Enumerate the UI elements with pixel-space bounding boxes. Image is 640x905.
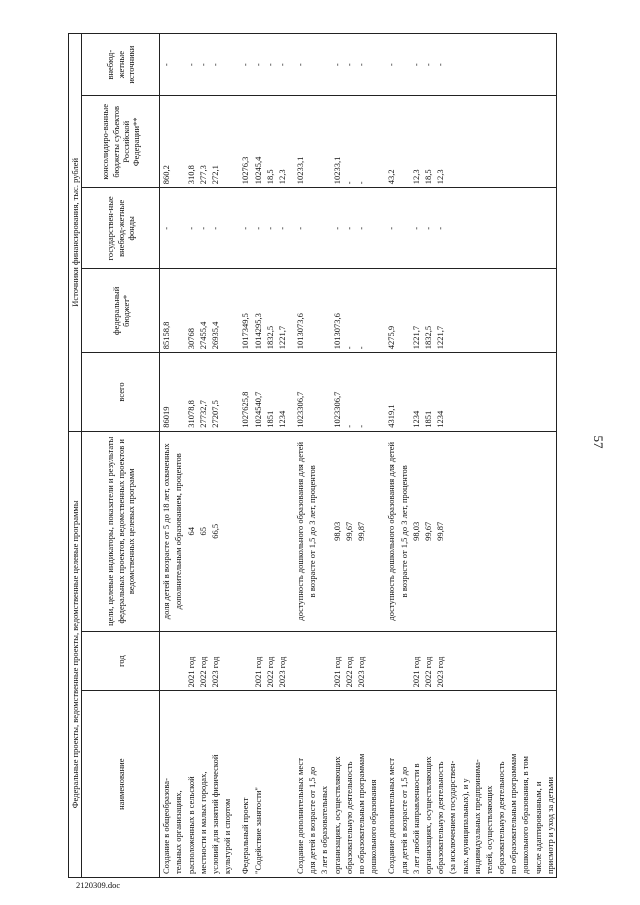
cell-target: [495, 431, 507, 631]
cell-external: -: [343, 34, 355, 96]
cell-external: [318, 34, 330, 96]
cell-target: [318, 431, 330, 631]
cell-state-funds: -: [160, 188, 173, 269]
cell-name: местности и малых городах,: [197, 691, 209, 878]
table-row: [294, 34, 306, 878]
cell-target: 98,03: [331, 431, 343, 631]
cell-total: -: [343, 353, 355, 431]
table-row: [367, 34, 379, 878]
cell-year: [367, 631, 379, 691]
cell-state-funds: [532, 188, 544, 269]
cell-regional: [483, 96, 495, 188]
cell-total: 1851: [422, 353, 434, 431]
cell-federal: [483, 269, 495, 353]
cell-state-funds: [483, 188, 495, 269]
cell-federal: 26935,4: [209, 269, 221, 353]
cell-regional: [367, 96, 379, 188]
cell-target: доля детей в возрасте от 5 до 18 лет, охваченных: [160, 431, 173, 631]
cell-external: -: [294, 34, 306, 96]
table-row: [519, 34, 531, 878]
cell-total: [544, 353, 557, 431]
cell-federal: 1017349,5: [239, 269, 251, 353]
cell-state-funds: [544, 188, 557, 269]
cell-year: 2022 год: [197, 631, 209, 691]
cell-state-funds: [459, 188, 471, 269]
cell-external: -: [385, 34, 397, 96]
cell-target: 66,5: [209, 431, 221, 631]
cell-target: [446, 431, 458, 631]
cell-external: [483, 34, 495, 96]
cell-name: организациях, осуществляющих: [331, 691, 343, 878]
cell-regional: 12,3: [434, 96, 446, 188]
cell-year: [507, 631, 519, 691]
cell-target: 99,67: [422, 431, 434, 631]
cell-year: 2021 год: [331, 631, 343, 691]
cell-name: Федеральный проект: [239, 691, 251, 878]
cell-external: [532, 34, 544, 96]
rotated-page-content: [68, 33, 573, 878]
cell-name: [276, 691, 288, 878]
cell-total: [471, 353, 483, 431]
cell-state-funds: [471, 188, 483, 269]
cell-year: [318, 631, 330, 691]
cell-external: -: [276, 34, 288, 96]
table-body: [160, 34, 557, 878]
cell-external: -: [252, 34, 264, 96]
cell-regional: 310,8: [185, 96, 197, 188]
cell-total: 31078,8: [185, 353, 197, 431]
cell-federal: 1832,5: [264, 269, 276, 353]
cell-total: 1023306,7: [331, 353, 343, 431]
cell-target: 65: [197, 431, 209, 631]
cell-regional: 860,2: [160, 96, 173, 188]
cell-target: доступность дошкольного образования для детей: [385, 431, 397, 631]
cell-year: 2023 год: [355, 631, 367, 691]
cell-target: [483, 431, 495, 631]
cell-state-funds: [367, 188, 379, 269]
table-row: [471, 34, 483, 878]
cell-state-funds: [172, 188, 184, 269]
cell-external: -: [355, 34, 367, 96]
cell-state-funds: -: [385, 188, 397, 269]
header-regional: консолидиро-ванные бюджеты субъектов Российской Федерации**: [82, 96, 160, 188]
cell-federal: 27455,4: [197, 269, 209, 353]
header-federal: федеральный бюджет*: [82, 269, 160, 353]
cell-total: 1234: [276, 353, 288, 431]
cell-target: в возрасте от 1,5 до 3 лет, процентов: [398, 431, 410, 631]
cell-state-funds: [398, 188, 410, 269]
cell-external: [471, 34, 483, 96]
table-row: [483, 34, 495, 878]
cell-total: 1024540,7: [252, 353, 264, 431]
cell-regional: [471, 96, 483, 188]
cell-regional: 10233,1: [294, 96, 306, 188]
cell-federal: [172, 269, 184, 353]
cell-name: индивидуальных предпринима-: [471, 691, 483, 878]
cell-target: 99,67: [343, 431, 355, 631]
cell-name: телей, осуществляющих: [483, 691, 495, 878]
cell-name: организациях, осуществляющих: [422, 691, 434, 878]
cell-year: 2022 год: [264, 631, 276, 691]
cell-federal: [306, 269, 318, 353]
cell-name: ных, муниципальных), и у: [459, 691, 471, 878]
table-row: [532, 34, 544, 878]
header-external: внебюд-жетные источники: [82, 34, 160, 96]
cell-year: [398, 631, 410, 691]
cell-total: 1851: [264, 353, 276, 431]
cell-target: 99,87: [434, 431, 446, 631]
table-row: [410, 34, 422, 878]
cell-external: -: [422, 34, 434, 96]
table-row: [343, 34, 355, 878]
cell-regional: [306, 96, 318, 188]
cell-state-funds: -: [252, 188, 264, 269]
page-number: 57: [591, 435, 606, 449]
cell-state-funds: -: [239, 188, 251, 269]
cell-target: [459, 431, 471, 631]
cell-external: [398, 34, 410, 96]
cell-regional: 10245,4: [252, 96, 264, 188]
cell-name: присмотр и уход за детьми: [544, 691, 557, 878]
table-row: [398, 34, 410, 878]
cell-state-funds: -: [294, 188, 306, 269]
table-row: [434, 34, 446, 878]
cell-name: числе адаптированным, и: [532, 691, 544, 878]
cell-year: [294, 631, 306, 691]
cell-total: 27732,7: [197, 353, 209, 431]
cell-federal: 4275,9: [385, 269, 397, 353]
cell-year: [239, 631, 251, 691]
cell-state-funds: [318, 188, 330, 269]
cell-federal: 1221,7: [434, 269, 446, 353]
cell-federal: 1221,7: [276, 269, 288, 353]
cell-target: [264, 431, 276, 631]
cell-federal: [446, 269, 458, 353]
cell-federal: 1014295,3: [252, 269, 264, 353]
table-row: [239, 34, 251, 878]
cell-federal: [471, 269, 483, 353]
table-row: [446, 34, 458, 878]
table-row: [252, 34, 264, 878]
cell-total: [483, 353, 495, 431]
cell-state-funds: [306, 188, 318, 269]
header-year: год: [82, 631, 160, 691]
cell-name: Создание дополнительных мест: [385, 691, 397, 878]
cell-state-funds: -: [331, 188, 343, 269]
cell-year: 2023 год: [209, 631, 221, 691]
cell-total: 1027625,8: [239, 353, 251, 431]
cell-federal: 85158,8: [160, 269, 173, 353]
cell-external: -: [209, 34, 221, 96]
table-row: [185, 34, 197, 878]
cell-year: 2023 год: [276, 631, 288, 691]
cell-total: 4319,1: [385, 353, 397, 431]
cell-state-funds: [519, 188, 531, 269]
cell-state-funds: -: [343, 188, 355, 269]
cell-state-funds: -: [185, 188, 197, 269]
cell-external: [367, 34, 379, 96]
cell-federal: [221, 269, 233, 353]
cell-total: [318, 353, 330, 431]
cell-name: для детей в возрасте от 1,5 до: [306, 691, 318, 878]
funding-group-header: Источники финансирования, тыс. рублей: [69, 34, 82, 432]
cell-external: -: [160, 34, 173, 96]
table-row: [331, 34, 343, 878]
cell-state-funds: -: [276, 188, 288, 269]
cell-name: условий для занятий физической: [209, 691, 221, 878]
cell-total: [446, 353, 458, 431]
cell-year: 2022 год: [422, 631, 434, 691]
cell-external: [446, 34, 458, 96]
cell-year: [221, 631, 233, 691]
cell-external: [306, 34, 318, 96]
cell-federal: [544, 269, 557, 353]
cell-target: доступность дошкольного образования для детей: [294, 431, 306, 631]
cell-external: -: [197, 34, 209, 96]
cell-total: 1234: [410, 353, 422, 431]
cell-target: 99,87: [355, 431, 367, 631]
cell-target: в возрасте от 1,5 до 3 лет, процентов: [306, 431, 318, 631]
cell-federal: [507, 269, 519, 353]
cell-federal: [519, 269, 531, 353]
cell-state-funds: -: [264, 188, 276, 269]
table-row: [209, 34, 221, 878]
cell-name: по образовательным программам: [507, 691, 519, 878]
table-row: [385, 34, 397, 878]
cell-year: [519, 631, 531, 691]
cell-external: -: [410, 34, 422, 96]
cell-regional: 12,3: [410, 96, 422, 188]
cell-federal: [459, 269, 471, 353]
cell-name: образовательную деятельность: [343, 691, 355, 878]
cell-regional: 272,1: [209, 96, 221, 188]
funding-table: [68, 33, 557, 878]
cell-year: [306, 631, 318, 691]
cell-total: [172, 353, 184, 431]
cell-year: 2021 год: [252, 631, 264, 691]
cell-external: [459, 34, 471, 96]
cell-year: [172, 631, 184, 691]
cell-state-funds: [495, 188, 507, 269]
cell-year: 2023 год: [434, 631, 446, 691]
header-name: наименование: [82, 691, 160, 878]
cell-external: -: [239, 34, 251, 96]
cell-external: -: [434, 34, 446, 96]
table-row: [221, 34, 233, 878]
cell-total: 1234: [434, 353, 446, 431]
footer-filename: 2120309.doc: [76, 880, 121, 890]
table-row: [306, 34, 318, 878]
cell-name: Создание в общеобразова-: [160, 691, 173, 878]
cell-regional: 10276,3: [239, 96, 251, 188]
cell-regional: 43,2: [385, 96, 397, 188]
header-state-funds: государствен-ные внебюд-жетные фонды: [82, 188, 160, 269]
cell-state-funds: -: [422, 188, 434, 269]
cell-target: [532, 431, 544, 631]
cell-total: 86019: [160, 353, 173, 431]
cell-regional: [507, 96, 519, 188]
cell-regional: [544, 96, 557, 188]
cell-regional: [459, 96, 471, 188]
cell-name: образовательную деятельность: [434, 691, 446, 878]
cell-target: [471, 431, 483, 631]
cell-external: [172, 34, 184, 96]
cell-total: [221, 353, 233, 431]
cell-federal: 1013073,6: [294, 269, 306, 353]
cell-external: -: [264, 34, 276, 96]
cell-year: [459, 631, 471, 691]
cell-regional: 18,5: [264, 96, 276, 188]
cell-state-funds: -: [434, 188, 446, 269]
cell-regional: 12,3: [276, 96, 288, 188]
cell-target: [519, 431, 531, 631]
cell-year: [532, 631, 544, 691]
cell-target: дополнительным образованием, процентов: [172, 431, 184, 631]
cell-regional: -: [355, 96, 367, 188]
cell-regional: [172, 96, 184, 188]
cell-total: 27207,5: [209, 353, 221, 431]
cell-total: [459, 353, 471, 431]
cell-regional: -: [343, 96, 355, 188]
cell-year: [385, 631, 397, 691]
cell-regional: [519, 96, 531, 188]
cell-target: [221, 431, 233, 631]
cell-state-funds: [507, 188, 519, 269]
cell-total: [398, 353, 410, 431]
cell-year: 2022 год: [343, 631, 355, 691]
cell-name: расположенных в сельской: [185, 691, 197, 878]
cell-target: [252, 431, 264, 631]
cell-name: 3 лет в образовательных: [318, 691, 330, 878]
table-row: [507, 34, 519, 878]
cell-name: дошкольного образования: [367, 691, 379, 878]
cell-year: [471, 631, 483, 691]
cell-name: Создание дополнительных мест: [294, 691, 306, 878]
table-row: [276, 34, 288, 878]
cell-name: [264, 691, 276, 878]
cell-state-funds: -: [209, 188, 221, 269]
cell-regional: [495, 96, 507, 188]
cell-external: [495, 34, 507, 96]
cell-name: для детей в возрасте от 1,5 до: [398, 691, 410, 878]
cell-target: [276, 431, 288, 631]
cell-year: [160, 631, 173, 691]
cell-target: 98,03: [410, 431, 422, 631]
cell-regional: [221, 96, 233, 188]
cell-target: 64: [185, 431, 197, 631]
cell-total: [306, 353, 318, 431]
cell-name: дошкольного образования, в том: [519, 691, 531, 878]
cell-federal: [318, 269, 330, 353]
cell-year: [495, 631, 507, 691]
cell-name: 3 лет любой направленности в: [410, 691, 422, 878]
cell-year: [446, 631, 458, 691]
cell-state-funds: -: [355, 188, 367, 269]
cell-target: [507, 431, 519, 631]
cell-federal: [532, 269, 544, 353]
cell-target: [544, 431, 557, 631]
table-row: [172, 34, 184, 878]
table-row: [495, 34, 507, 878]
cell-total: 1023306,7: [294, 353, 306, 431]
cell-total: [519, 353, 531, 431]
cell-name: "Содействие занятости": [252, 691, 264, 878]
cell-state-funds: [221, 188, 233, 269]
cell-external: -: [331, 34, 343, 96]
cell-federal: 1221,7: [410, 269, 422, 353]
table-row: [544, 34, 557, 878]
cell-regional: [446, 96, 458, 188]
cell-name: (за исключением государствен-: [446, 691, 458, 878]
table-row: [160, 34, 173, 878]
cell-regional: 277,3: [197, 96, 209, 188]
cell-external: [507, 34, 519, 96]
table-row: [355, 34, 367, 878]
cell-regional: [318, 96, 330, 188]
cell-federal: -: [355, 269, 367, 353]
cell-total: [495, 353, 507, 431]
table-row: [422, 34, 434, 878]
cell-name: по образовательным программам: [355, 691, 367, 878]
cell-external: [544, 34, 557, 96]
cell-year: [544, 631, 557, 691]
cell-state-funds: -: [197, 188, 209, 269]
cell-state-funds: [446, 188, 458, 269]
header-total: всего: [82, 353, 160, 431]
cell-regional: [532, 96, 544, 188]
cell-name: образовательную деятельность: [495, 691, 507, 878]
cell-year: 2021 год: [410, 631, 422, 691]
cell-total: [367, 353, 379, 431]
cell-federal: [367, 269, 379, 353]
table-row: [197, 34, 209, 878]
cell-external: -: [185, 34, 197, 96]
cell-year: [483, 631, 495, 691]
cell-state-funds: -: [410, 188, 422, 269]
cell-external: [519, 34, 531, 96]
cell-federal: [398, 269, 410, 353]
cell-target: [239, 431, 251, 631]
cell-total: -: [355, 353, 367, 431]
cell-regional: [398, 96, 410, 188]
cell-regional: 10233,1: [331, 96, 343, 188]
cell-federal: -: [343, 269, 355, 353]
cell-federal: [495, 269, 507, 353]
cell-target: [367, 431, 379, 631]
table-title: Федеральные проекты, ведомственные проекты, ведомственные целевые программы: [69, 431, 82, 877]
cell-name: культурой и спортом: [221, 691, 233, 878]
cell-name: тельных организациях,: [172, 691, 184, 878]
table-row: [459, 34, 471, 878]
cell-federal: 1832,5: [422, 269, 434, 353]
header-target: цели, целевые индикаторы, показатели и результаты федеральных проектов, ведомственных проектов и ведомственных целевых программ: [82, 431, 160, 631]
cell-federal: 1013073,6: [331, 269, 343, 353]
cell-federal: 30768: [185, 269, 197, 353]
cell-regional: 18,5: [422, 96, 434, 188]
cell-total: [532, 353, 544, 431]
cell-total: [507, 353, 519, 431]
cell-external: [221, 34, 233, 96]
table-row: [264, 34, 276, 878]
table-row: [318, 34, 330, 878]
cell-year: 2021 год: [185, 631, 197, 691]
